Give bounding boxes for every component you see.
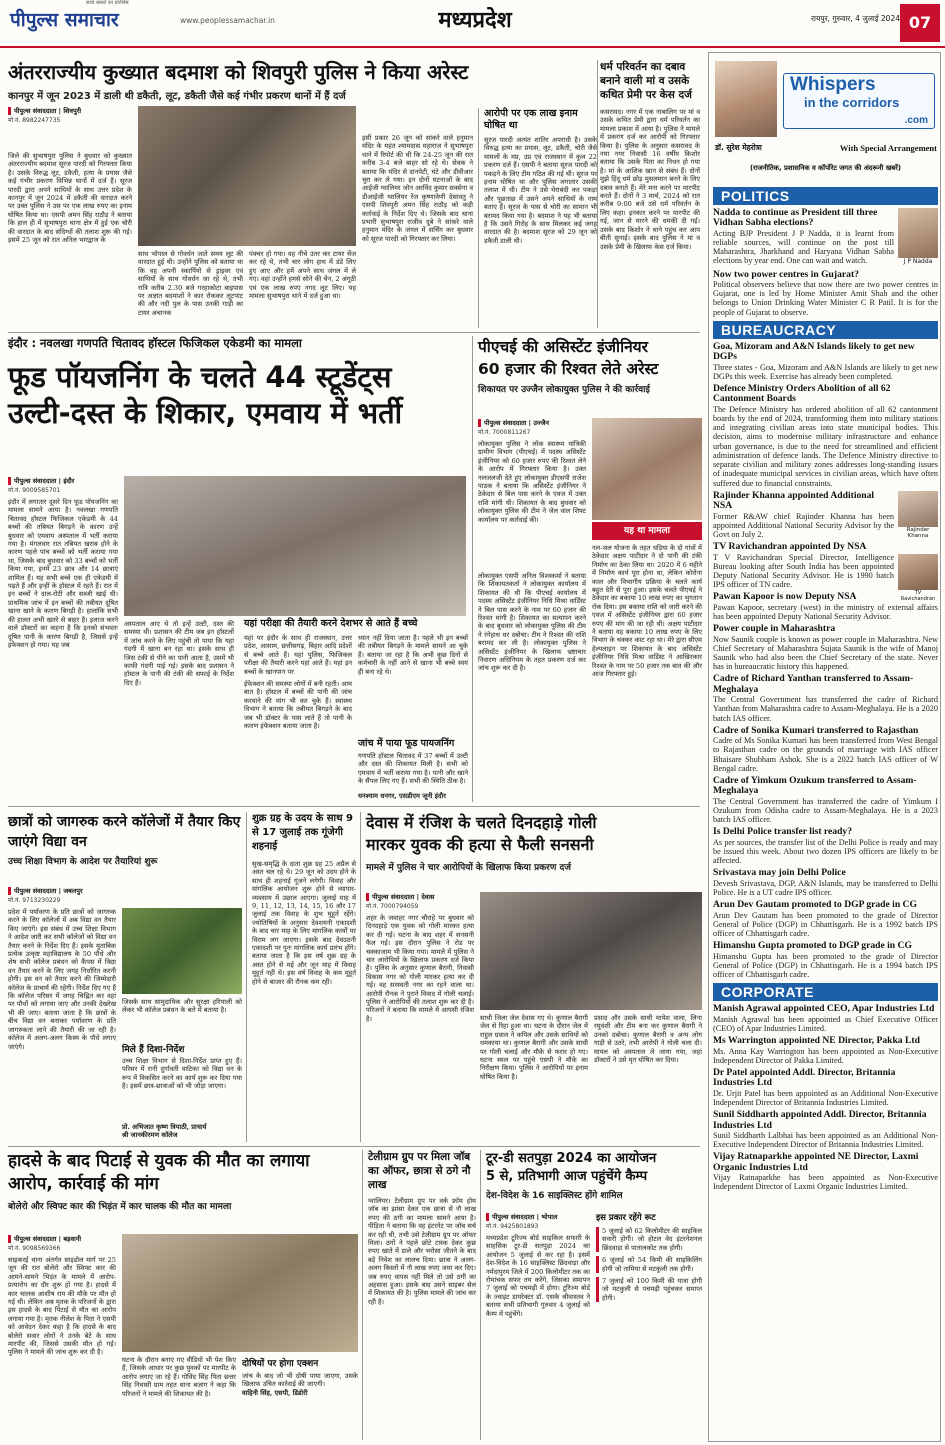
item-body: Former R&AW chief Rajinder Khanna has been appointed Additional National Security Advisor by the Govt on July 2. — [713, 511, 894, 539]
byline: पीपुल्स संवाददाता | देवास — [366, 892, 476, 901]
headline: हादसे के बाद पिटाई से युवक की मौत का लगाया आरोप, कार्रवाई की मांग — [8, 1151, 310, 1194]
article-food-poisoning — [8, 336, 468, 802]
route-box — [596, 1212, 702, 1440]
divider — [597, 60, 598, 328]
route-1 — [596, 1227, 702, 1252]
item-title: Cadre of Sonika Kumari transferred to Rajasthan — [713, 724, 919, 736]
nadda-photo — [898, 208, 938, 258]
subheadline: देश-विदेश के 16 साइक्लिस्ट होंगे शामिल — [486, 1191, 623, 1201]
exam-box — [244, 616, 468, 736]
divider — [362, 1150, 363, 1440]
city: देवास — [421, 893, 435, 901]
item-body: Himanshu Gupta has been promoted to the grade of Director General of Police (DGP) in Chhattisgarh. He is a 1994 batch IPS officer of Chhattisgarh cadre. — [713, 951, 938, 980]
box-sign: धनश्याम धनगर, एसडीएम जूनी इंदौर — [358, 792, 446, 800]
mobile: मो.नं. 9098569366 — [8, 1245, 61, 1252]
item-title: Power couple in Maharashtra — [713, 623, 836, 635]
article-tour-de-satpura — [486, 1150, 702, 1440]
article-accident — [8, 1150, 358, 1440]
item-body: Manish Agrawal has been appointed as Chief Executive Officer (CEO) of Apar Industries Limited. — [713, 1014, 938, 1033]
city: बड़वानी — [63, 1235, 82, 1243]
mobile: मो.नं. 7000811267 — [478, 429, 531, 436]
route-2-text: 6 जुलाई को 54 किमी की साइकिलिंग होगी जो तामिया से मटकुली तक होगी। — [602, 1256, 702, 1273]
mobile: मो.नं. 9425801893 — [486, 1223, 539, 1230]
body: ग्वालियर। टेलीग्राम ग्रुप पर वर्क फ्रॉम होम जॉब का झांसा देकर एक छात्रा से नौ लाख रुपए की ठगी का मामला सामने आया है। पीड़िता ने बताया कि वह इंटरनेट पर जॉब सर्च कर रही थी, तभी उसे टेलीग्राम ग्रुप पर ऑफर मिला। ठगों ने पहले छोटे टास्क देकर कुछ रुपए खाते में डाले और भरोसा जीतने के बाद बड़े निवेश का लालच दिया। छात्रा ने अलग-अलग किस्तों में नौ लाख रुपए जमा कर दिए। जब रुपए वापस नहीं मिले तो उसे ठगी का अहसास हुआ। इसके बाद उसने साइबर सेल में शिकायत की है। पुलिस मामले की जांच कर रही है। — [368, 1197, 476, 1306]
city: शिवपुरी — [63, 107, 82, 115]
item-body: Sunil Siddharth Lalbhai has been appointed as an Additional Non-Executive Independent Director of Britannia Industries Limited. — [713, 1130, 938, 1150]
box-body: गणपति हॉस्टल चितावद में 37 बच्चों में उल्टी और दस्त की शिकायत मिली है। सभी को एमवाय में भर्ती कराया गया है। पानी और खाने के सैंपल लिए गए हैं। सभी की स्थिति ठीक है। — [358, 752, 468, 786]
ravichandran-photo — [898, 554, 938, 590]
city: जबलपुर — [63, 887, 83, 895]
col-1: प्रदेश में पर्यावरण के प्रति छात्रों को जागरुक करने के लिए कॉलेजों में अब विद्या वन तैयार किए जाएंगे। इस संबंध में उच्च शिक्षा विभाग ने आदेश जारी कर सभी कॉलेजों को विद्या वन तैयार करने के निर्देश दिए हैं। इसके मुताबिक प्रत्येक उत्कृष्ट महाविद्यालय के 50 पौधे और शेष सभी कॉलेज प्रबंधन को कैंपस में विद्या वन तैयार करने के लिए जगह निर्धारित करनी होगी। इस वन को तैयार करने की जिम्मेदारी कॉलेज के प्राचार्य की रहेगी। निर्देश दिए गए हैं कि कॉलेज परिसर में जगह चिह्नित कर वहां पर पौधों को लगाया जाए और उनकी देखरेख भी की जाए। बताया जाता है कि छात्रों के बीच विद्या वन बनाकर पर्यावरण के प्रति जागरुकता लाने की तैयारी की जा रही है। कॉलेज में अलग-अलग किस्म के पौधे लगाए जाएंगे। — [8, 908, 116, 1051]
byline-bar — [478, 419, 481, 427]
city: उज्जैन — [533, 419, 550, 427]
headline: शुक्र ग्रह के उदय के साथ 9 से 17 जुलाई तक गूंजेगी शहनाई — [252, 813, 353, 852]
divider — [8, 806, 700, 807]
mobile: मो.नं. 9009585701 — [8, 487, 61, 494]
headline-line-1: पीएचई की असिस्टेंट इंजीनियर — [478, 338, 649, 356]
whispers-content — [713, 187, 938, 1439]
item-title: Manish Agrawal appointed CEO, Apar Industries Ltd — [713, 1003, 935, 1015]
col-2: साथ भोपाल से गोवर्धन जाते समय लूट की वारदात हुई थी। उन्होंने पुलिस को बताया था कि वह अपनी स्कार्पियो से ड्राइवर एवं साथियों के साथ गोवर्धन जा रहे थे, तभी रात्रि करीब 2.30 बजे गरहाकोटा बाइपास पर अज्ञात बदमाशों ने कार रोककर लूटपाट की और नदी पुल के पास उनकी गाड़ी का टायर अचानक — [138, 250, 243, 317]
item-title: Rajinder Khanna appointed Additional NSA — [713, 489, 875, 512]
side-headline: आरोपी पर एक लाख इनाम घोषित था — [484, 108, 578, 131]
item-title: Dr Patel appointed Addl. Director, Britannia Industries Ltd — [713, 1066, 896, 1089]
item-title: Cadre of Richard Yanthan transferred to Assam-Meghalaya — [713, 673, 914, 695]
byline-block — [8, 106, 133, 124]
article-dewas-murder — [366, 812, 702, 1142]
byline-bar — [8, 887, 11, 895]
item-body: The Central Government has transferred the cadre of Yimkum I Ozukum from Odisha cadre to Assam-Meghalaya. He is a 2023 batch IAS officer. — [713, 796, 938, 825]
side-reward — [484, 108, 597, 326]
khanna-caption: Rajinder Khanna — [906, 526, 930, 539]
divider — [246, 812, 247, 1142]
byline-bar — [8, 1235, 11, 1243]
whispers-logo — [783, 73, 935, 129]
article-shivpuri-arrest — [8, 60, 473, 328]
byline: पीपुल्स संवाददाता | भोपाल — [486, 1212, 596, 1221]
byline: पीपुल्स संवाददाता | इंदौर — [8, 476, 128, 485]
item-title: Is Delhi Police transfer list ready? — [713, 826, 853, 838]
divider — [360, 812, 361, 1142]
subheadline: बोलेरो और स्विफ्ट कार की भिड़ंत में कार चालक की मौत का मामला — [8, 1202, 232, 1212]
author-photo — [715, 61, 777, 137]
col-3: पंक्चर हो गया। वह नीचे उतर कर टायर चेंज कर रहे थे, तभी चार लोग हाथ में डंडे लिए हुए आए और हमें अपने साथ जंगल में ले गए। वहां उन्होंने हमसे सोने की चेन, 2 अंगूठी एवं एक लाख रुपए नगद लूट लिए। यह मामला सुभाषपुरा थाने में दर्ज हुआ था। — [249, 250, 356, 301]
logo-line-2: in the corridors — [804, 95, 900, 110]
byline: पीपुल्स संवाददाता | जबलपुर — [8, 886, 242, 895]
headline-line-2: 5 से, प्रतिभागी आज पहुंचेंगे कैम्प — [486, 1169, 648, 1184]
nadda-caption: J P Nadda — [903, 258, 933, 265]
reporter: पीपुल्स संवाददाता — [14, 477, 57, 485]
article-vidya-van — [8, 812, 242, 1142]
col-1: लोकायुक्त पुलिस ने लोक स्वास्थ्य यांत्रिकी ग्रामीण विभाग (पीएचई) में पदस्थ असिस्टेंट इंजीनियर को 60 हजार रुपए की रिश्वत लेने के आरोप में गिरफ्तार किया है। उक्त नलजलजी देते हुए लोकायुक्त डीएसपी राजेश पाठक ने बताया कि असिस्टेंट इंजीनियर ने ठेकेदार से बिल पास करने के एवज में उक्त राशि मांगी थी। शिकायत के बाद बुधवार को लोकायुक्त पुलिस की टीम ने जेल वाल शिफ्ट कार्यालय पर कार्रवाई की। — [478, 440, 586, 524]
website: www.peoplessamachar.in — [180, 16, 275, 25]
item-body: The Defence Ministry has ordered abolition of all 62 cantonment boards by the end of 2024, transforming them into military stations and integrating civilian areas into state municipal bodies. This decision, aims to modernise military infrastructure and enhance urban governance, is due to the need for streamlined and efficient administration of defence lands. The Defence Ministry directive to separate civilian and military zones addresses long-standing issues of inadequate municipal services in civilian areas, which have often suffered due to financial constraints. — [713, 404, 938, 488]
masthead — [0, 0, 945, 48]
reporter: पीपुल्स संवाददाता — [492, 1213, 535, 1221]
byline: पीपुल्स संवाददाता | बड़वानी — [8, 1234, 118, 1243]
logo-url: .com — [904, 115, 928, 126]
action-box — [242, 1356, 358, 1440]
box-headline: जांच में पाया फूड पायजनिंग — [358, 738, 455, 749]
villagers-photo — [122, 1234, 358, 1352]
item-body: Devesh Srivastava, DGP, A&N Islands, may be transferred to Delhi Police. He is a UT cadre IPS officer. — [713, 878, 938, 898]
headline: अंतरराज्यीय कुख्यात बदमाश को शिवपुरी पुलिस ने किया अरेस्ट — [8, 60, 469, 84]
byline-bar — [8, 107, 11, 115]
divider — [478, 108, 479, 328]
item-title: Ms Warrington appointed NE Director, Pakka Ltd — [713, 1035, 920, 1047]
body: कसरावद। नगर में एक नाबालिग पर मां व उसके कथित प्रेमी द्वारा धर्म परिवर्तन का मामला प्रकाश में आया है। पुलिस ने मामले में प्रकरण दर्ज कर आरोपी को गिरफ्तार किया है। पुलिस के अनुसार कसरावद के नया नगर निवासी 16 वर्षीय किशोर बताया कि उसके पिता का निधन हो गया है। मां के आशिक खान से संबंध हैं। दोनों मुझे हिंदू धर्म छोड़ मुसलमान बनने के लिए दबाव बनाते हैं। मेरे मना करने पर मारपीट करते हैं। दोनों ने 3 मार्च, 2024 को रात करीब 9:00 बजे उसे धर्म परिवर्तन के लिए कहा। इनकार करने पर मारपीट की गई, जान से मारने की धमकी दी गई। उसके बाद किशोर ने थाने पहुंच कर आप बीती सुनाई। इसके बाद पुलिस ने मां व उसके प्रेमी के खिलाफ केस दर्ज किया। — [600, 108, 700, 251]
route-3-text: 7 जुलाई को 100 किमी की यात्रा होगी जो मटकुली से पचमढ़ी पहुंचकर समाप्त होगी। — [602, 1277, 702, 1302]
col-1b: लोकायुक्त एसपी अनिल विश्वकर्मा ने बताया कि शिकायतकर्ता ने लोकायुक्त कार्यालय में शिकायत की थी कि पीएचई कार्यालय में पदस्थ असिस्टेंट इंजीनियर निधि मिश्रा वार्डिस्ट ने बिल पास करने के नाम पर 60 हजार की रिश्वत मांगी है। शिकायत का सत्यापन करने के बाद बुधवार को लोकायुक्त पुलिस की टीम ने रंगेहाथ धर दबोचा। टीम ने रिश्वत की राशि बरामद कर ली है। लोकायुक्त पुलिस ने असिस्टेंट इंजीनियर के खिलाफ भ्रष्टाचार निवारण अधिनियम के तहत प्रकरण दर्ज कर जांच शुरू कर दी है। — [478, 572, 586, 673]
reporter: पीपुल्स संवाददाता — [372, 893, 415, 901]
box-sign-2: श्री जानकीरमण कॉलेज — [122, 1131, 178, 1140]
item-body: T V Ravichandran Special Director, Intelligence Bureau looking after South India has been appointed Deputy National Security Advisor. He is 1990 batch IPS officer of TN cadre. — [713, 552, 894, 590]
probe-box — [358, 736, 468, 802]
box-left-2: ईफेक्शन की समस्या लोगों में बनी रहती। आम बात है। हॉस्टल में बच्चों की पानी की जांच करवाने की मांग भी कर चुके हैं। स्वास्थ्य विभाग ने बताया कि तबीयत बिगड़ने के बाद जब भी डॉक्टर के पास लाते हैं तो पानी के कारण इंफेक्शन बताया जाता है। — [244, 680, 352, 731]
college-garden-photo — [122, 908, 242, 994]
col-1: शहर के जवाहर नगर चौराहे पर बुधवार को दिनदहाड़े एक युवक को गोली मारकर हत्या कर दी गई। घटना के बाद शहर में सनसनी फैल गई। इस दौरान पुलिस ने रोड पर चक्काजाम भी किया गया। मामले में पुलिस ने चार आरोपियों के खिलाफ प्रकरण दर्ज किया है। पुलिस के अनुसार कुणाल बैरागी, निवासी विकास नगर को गोली मारकर हत्या कर दी गई। वह सरस्वती नगर का रहने वाला था। आरोपी रौनक ने पुराने विवाद में गोली चलाई। पुलिस ने आरोपियों की तलाश शुरू कर दी है। परिजनों ने बताया कि मामले में आपसी रंजिश है। — [366, 914, 474, 1023]
box-headline: दोषियों पर होगा एक्शन — [242, 1359, 319, 1369]
item-body: Political observers believe that now there are two power centres in Gujarat, one is led by Home Minister Amit Shah and the other belongs to Union Drinking Water Minister C R Patil. It is for the people of Gujarat to observe. — [713, 280, 938, 317]
item-title: Goa, Mizoram and A&N Islands likely to get new DGPs — [713, 340, 915, 363]
mobile: मो.नं. 9713230229 — [8, 897, 61, 904]
item-title: Arun Dev Gautam promoted to DGP grade in CG — [713, 899, 917, 911]
hospital-photo — [124, 476, 466, 616]
article-bribe — [478, 336, 702, 802]
headline-line-2: उल्टी-दस्त के शिकार, एमवाय में भर्ती — [8, 396, 403, 430]
box-body: उच्च शिक्षा विभाग से दिशा-निर्देश प्राप्त हुए हैं। परिसर में रानी दुर्गावती वाटिका को विद्या वन के रूप में विकसित करने का कार्य शुरू कर दिया गया है। इसमें छात्र-छात्राओं को भी जोड़ा जाएगा। — [122, 1057, 242, 1091]
subheadline: शिकायत पर उज्जैन लोकायुक्त पुलिस ने की कार्रवाई — [478, 385, 650, 395]
byline-block — [478, 418, 588, 436]
box-sign-1: प्रो. अभिजात कृष्ण त्रिपाठी, प्राचार्य — [122, 1123, 207, 1131]
col-3: प्रसाद और उसके साथी मायेश वाला, लिना रघुवंशी और टीम बना कर कुणाल बैरागी ने उनको दबोचा। कुणाल बैरागी व अन्य लोग गाड़ी से उतरे, तभी आरोपी ने गोली चला दी। घायल को अस्पताल ले जाया गया, जहां डॉक्टरों ने उसे मृत घोषित कर दिया। — [594, 1014, 702, 1065]
ravichandran-caption: TV Ravichandran — [900, 590, 936, 603]
whispers-header — [709, 53, 942, 189]
reporter: पीपुल्स संवाददाता — [14, 107, 57, 115]
politics-heading: POLITICS — [713, 187, 938, 205]
article-telegram-fraud — [368, 1150, 476, 1440]
route-headline: इस प्रकार रहेंगे रूट — [596, 1213, 656, 1223]
byline-block — [366, 892, 476, 910]
bureaucracy-heading: BUREAUCRACY — [713, 321, 938, 339]
article-shukra — [252, 812, 356, 1142]
divider — [8, 1146, 700, 1147]
byline: पीपुल्स संवाददाता | उज्जैन — [478, 418, 588, 427]
corporate-heading: CORPORATE — [713, 983, 938, 1001]
col-1: जिले की सुभाषपुरा पुलिस ने बुधवार को कुख्यात अंतरराज्यीय बदमाश सूरज पारदी को गिरफ्तार किया है। उसके विरुद्ध लूट, डकैती, हत्या के प्रयास जैसे कई गंभीर प्रकरण विभिन्न थानों में दर्ज हैं। सूरज पारदी द्वारा अपने साथियों के साथ उत्तर प्रदेश के कानपुर में जून 2024 में डकैती की वारदात करने पर उक्त पुलिस ने उस पर एक लाख रुपए का इनाम घोषित किया था। एसपी अमन सिंह राठौड़ ने बताया कि हाल ही में सुभाषपुरा थाना क्षेत्र में हुई एक चोरी की वारदात के बाद संदिग्धों की तलाश शुरू की गई। इसमें 25 जून को रात अनिल भारद्वाज के — [8, 152, 132, 245]
body: सुख-समृद्धि के दाता शुक्र ग्रह 25 अप्रैल से अस्त चल रहे थे। 29 जून को उदय होने के साथ ही शहनाई गूंजने लगेगी। विवाह और मांगलिक आयोजन शुरू होने से व्यापार-व्यवसाय में उछाल आएगा। जुलाई माह में 9, 11, 12, 13, 14, 15, 16 और 17 जुलाई तक विवाह के शुभ मुहूर्त रहेंगे। ज्योतिषियों के अनुसार देवशयनी एकादशी के बाद चार माह के लिए मांगलिक कार्यों पर विराम लग जाएगा। इसके बाद देवउठनी एकादशी पर पुनः मांगलिक कार्य प्रारंभ होंगे। बताया जाता है कि इस वर्ष शुक्र ग्रह के अस्त होने से मई और जून माह में विवाह मुहूर्त नहीं थे। इस वर्ष विवाह के कम मुहूर्त होने से बाजार की रौनक कम रही। — [252, 860, 356, 986]
col-1: साइकरई थाना अंतर्गत साइडोल मार्ग पर 25 जून की रात बोलेरो और स्विफ्ट कार की आमने-सामने भिड़ंत के मामले में आरोप-प्रत्यारोप का दौर शुरू हो गया है। हादसे में कार चालक आशीष राय की मौके पर मौत हो गई थी। लेकिन अब मृतक के परिजनों के द्वारा इस हादसे के बाद पिटाई से मौत का आरोप लगाया गया है। मृतक नीलेश के पिता ने एसपी को आवेदन देकर कहा है कि हादसे के बाद बोलेरो सवार लोगों ने उनके बेटे के साथ मारपीट की, जिससे उसकी मौत हो गई। पुलिस ने मामले की जांच शुरू कर दी है। — [8, 1256, 116, 1357]
reporter: पीपुल्स संवाददाता — [14, 1235, 57, 1243]
item-body: Ms. Anna Kay Warrington has been appointed as Non-Executive Independent Director of Pakka Limited. — [713, 1046, 938, 1065]
item-title: Cadre of Yimkum Ozukum transferred to Assam-Meghalaya — [713, 775, 917, 797]
box-right: ध्यान नहीं दिया जाता है। पहले भी इन बच्चों की तबीयत बिगड़ने के मामले सामने आ चुके हैं। बताया जा रहा है कि अभी कुछ दिनों से कर्मचारी के नहीं आने से खाना भी बच्चे स्वयं ही बना रहे थे। — [358, 634, 468, 676]
arrangement: With Special Arrangement — [839, 143, 937, 153]
item-title: Now two power centres in Gujarat? — [713, 268, 859, 280]
mobile: मो.नं. 7000794059 — [366, 903, 419, 910]
col-2: साथी जिला जेल देवास गए थे। कुणाल बैरागी जेल से रिहा हुआ था। घटना के दौरान जेल में राहुल ग्रवाल ने कपिल और उसके साथियों को धमकाया था। कुणाल बैरागी और उसके साथी पर गोली चलाई और मौके से फरार हो गए। घटना स्थल पर पहुंचे एसपी ने मौके का निरीक्षण किया। पुलिस ने आरोपियों पर इनाम घोषित किया है। — [480, 1014, 588, 1081]
item-title: Sunil Siddharth appointed Addl. Director, Britannia Industries Ltd — [713, 1109, 927, 1131]
city: भोपाल — [541, 1213, 558, 1221]
item-body: The Central Government has transferred the cadre of Richard Yanthan from Maharashtra cadre to Assam-Meghalaya. He is a 2020 batch IAS officer. — [713, 695, 938, 723]
item-body: Arun Dev Gautam has been promoted to the grade of Director General of Police (DGP) in Chhattisgarh. He is a 1992 batch IPS officer of Chhattisgarh cadre. — [713, 910, 938, 939]
reporter: पीपुल्स संवाददाता — [484, 419, 527, 427]
box-body: जांच के बाद जो भी दोषी पाया जाएगा, उसके खिलाफ उचित कार्रवाई की जाएगी। — [242, 1372, 358, 1389]
kicker: इंदौर : नवलखा गणपति चितावद हॉस्टल फिजिकल एकेडमी का मामला — [8, 336, 302, 350]
route-3 — [596, 1277, 702, 1302]
item-body: As per sources, the transfer list of the Delhi Police is ready and may be issued this week. About two dozen IPS officers are likely to be affected. — [713, 837, 938, 866]
box-headline: मिले हैं दिशा-निर्देश — [122, 1045, 185, 1055]
press-conference-photo — [138, 106, 356, 246]
byline-bar — [486, 1213, 489, 1221]
section-title: मध्यप्रदेश — [438, 8, 512, 33]
author-name: डॉ. सुरेश मेहरोत्रा — [715, 143, 762, 152]
body: मध्यप्रदेश टूरिज्म बोर्ड साइकिल सफारी के साहसिक टूर-डी सतपुड़ा 2024 का आयोजन 5 जुलाई से कर रहा है। इसमें देश-विदेश के 16 साइक्लिस्ट छिंदवाड़ा और नर्मदापुरम जिले में 200 किलोमीटर तक का रोमांचक सफर तय करेंगे, जिसका समापन 7 जुलाई को पचमढ़ी में होगा। टूरिज्म बोर्ड के ज्वाइंट डायरेक्टर डॉ. एसके श्रीवास्तव ने बताया सभी प्रतिभागी गुरुवार 4 जुलाई को कैम्प में पहुंचेंगे। — [486, 1234, 590, 1318]
headline-line-2: मारकर युवक की हत्या से फैली सनसनी — [366, 835, 594, 854]
page-number: 07 — [900, 4, 940, 42]
headline-line-1: फूड पॉयजनिंग के चलते 44 स्टूडेंट्स — [8, 360, 392, 394]
engineer-photo — [592, 418, 702, 520]
item-title: Pawan Kapoor is now Deputy NSA — [713, 591, 857, 603]
byline: पीपुल्स संवाददाता | शिवपुरी — [8, 106, 133, 115]
item-title: Srivastava may join Delhi Police — [713, 867, 846, 879]
box-left: यहां पर इंदौर के साथ ही राजस्थान, उत्तर प्रदेश, आसाम, छत्तीसगढ़, बिहार आदि प्रदेशों से बच्चे आते हैं। यहां पुलिस, फिजिकल परीक्षा की तैयारी करने यहां आते हैं। यहां इन बच्चों के खानपान पर — [244, 634, 352, 676]
col-4: इसी प्रकार 26 जून को सांकरे वाले हनुमान मंदिर के महंत श्यामदास महाराज ने सुभाषपुरा थाने में रिपोर्ट की थी कि 24-25 जून की रात करीब 3-4 बजे बाहर सो रहे थे। सेवक ने बताया कि मंदिर से दानपेटी, घंटे और डीवीआर चुरा कर ले गया। इन दोनों घटनाओं के बाद आईजी ग्वालियर जोन अरविंद कुमार सक्सेना व डीआईजी ग्वालियर रेंज कृष्णावेणी देसावतु ने एसपी शिवपुरी अमन सिंह राठौड़ को कड़ी कार्रवाई के निर्देश दिए थे। जिसके बाद थाना प्रभारी सुभाषपुरा राजीव दुबे ने सांकरे वाले हनुमान मंदिर के जंगल में सर्चिंग कर बुधवार को सूरज पारदी को गिरफ्तार कर लिया। — [362, 134, 473, 243]
headline-line-1: देवास में रंजिश के चलते दिनदहाड़े गोली — [366, 813, 597, 832]
logo-tagline: सच्चे खबरों का प्रतिबिंब — [86, 0, 129, 6]
byline-block — [8, 886, 242, 904]
divider — [8, 332, 700, 333]
byline-block — [486, 1212, 596, 1230]
item-title: Himanshu Gupta promoted to DGP grade in CG — [713, 940, 912, 952]
item-title: TV Ravichandran appointed Dy NSA — [713, 541, 867, 553]
item-title: Defence Ministry Orders Abolition of all 62 Cantonment Boards — [713, 383, 891, 405]
subheadline: कानपुर में जून 2023 में डाली थी डकैती, लूट, डकैती जैसे कई गंभीर प्रकरण थानों में हैं दर्ज — [8, 91, 346, 102]
crowd-photo — [480, 892, 702, 1010]
headline-line-2: 60 हजार की रिश्वत लेते अरेस्ट — [478, 360, 659, 378]
headline: छात्रों को जागरुक करने कॉलेजों में तैयार किए जाएंगे विद्या वन — [8, 814, 241, 850]
directive-box — [122, 1042, 242, 1142]
item-nadda — [713, 208, 938, 266]
col-2: अस्पताल आए थे तो इन्हें उल्टी, दस्त की समस्या थी। प्रशासन की टीम जब इन हॉस्टलों में जांच करने के लिए पहुंची तो पाया कि यहां गंदगी में खाना बन रहा था। इसके साथ ही जिस टंकी से पीने का पानी आता है, उसमें भी काफी गंदगी पाई गई। इसके बाद प्रशासन ने हॉस्टल के पानी की टंकी की सफाई के निर्देश दिए हैं। — [124, 620, 234, 687]
byline-block — [8, 476, 128, 494]
item-body: Dr. Urjit Patel has been appointed as an Additional Non-Executive Independent Director of Britannia Industries Limited. — [713, 1088, 938, 1107]
box-headline: यहां परीक्षा की तैयारी करने देशभर से आते हैं बच्चे — [244, 618, 418, 629]
item-body: Three states - Goa, Mizoram and A&N Islands are likely to get new DGPs this week. Exercise has already been completed. — [713, 362, 938, 381]
reporter: पीपुल्स संवाददाता — [14, 887, 57, 895]
headline: टेलीग्राम ग्रुप पर मिला जॉब का ऑफर, छात्रा से ठगे नौ लाख — [368, 1151, 471, 1191]
whispers-tagline: (राजनीतिक, प्रशासनिक व कॉर्पोरेट जगत की अंदरूनी खबरें) — [749, 164, 902, 172]
item-body: Vijay Ratnaparkhe has been appointed as Non-Executive Independent Director of Laxmi Organic Industries Limited. — [713, 1173, 938, 1192]
item-body: Acting BJP President J P Nadda, it is learnt from reliable sources, will continue on the post till Maharashtra, Jharkhand and Haryana Vidhan Sabha elections by year end. One can wait and watch. — [713, 228, 894, 266]
item-title: Nadda to continue as President till three Vidhan Sabha elections? — [713, 207, 878, 229]
item-body: Now Saunik couple is known as power couple in Maharashtra. New Chief Secretary of Maharashtra Sujata Saunik is the wife of Manoj Saunik who had also been the Chief Secretary of the state. Never has in bureaucratic history this happened. — [713, 634, 938, 672]
article-conversion — [600, 60, 700, 328]
issue-date: रायपुर, गुरुवार, 4 जुलाई 2024 — [810, 14, 900, 23]
divider — [480, 1150, 481, 1440]
item-body: Cadre of Ms Sonika Kumari has been transferred from West Bengal to Rajasthan cadre on the grounds of marriage with IAS officer Bhaisare Shubham Ashok. She is a 2022 batch IAS officer of W Bengal cadre. — [713, 736, 938, 773]
byline-block — [8, 1234, 118, 1252]
city: इंदौर — [63, 477, 75, 485]
side-body: सूरज पारदी अत्यंत शातिर अपराधी है। उसके विरुद्ध हत्या का प्रयास, लूट, डकैती, चोरी जैसे मामलों के मप्र, उप्र एवं राजस्थान में कुल 22 प्रकरण दर्ज हैं। एसपी ने बताया सूरज पारदी को पकड़ने के लिए टीम गठित की गई थी। सूरज पर इनाम घोषित था और पुलिस लगातार उसकी तलाश में थी। टीम ने उसे घेराबंदी कर पकड़ा और पूछताछ में उसने अपने साथियों के नाम बताए हैं। सूरज के पास से चोरी का सामान भी बरामद किया गया है। बदमाश ने यह भी बताया है कि उसने गिरोह के साथ मिलकर कई जगह वारदात की है। बदमाश सूरज को 29 जून को डकैती डाली थी। — [484, 136, 597, 245]
col-1: इंदौर में लगातार दूसरे दिन फूड पॉयजनिंग का मामला सामने आया है। नवलखा गणपति चितावद हॉस्टल फिजिकल एकेडमी के 44 बच्चों की तबियत बिगड़ने के कारण उन्हें बुधवार को एमवाय अस्पताल में भर्ती कराया गया है। मंगलवार रात तबियत खराब होने के कारण पहले पांच बच्चों को भर्ती कराया गया था, जिसके बाद बुधवार को 33 बच्चों को भर्ती किया गया, इनमें 23 छात्र और 14 छात्राएं शामिल हैं। यह सभी बच्चे एक ही एकेडमी में पढ़ते हैं और इन्हीं के हॉस्टल में रहते हैं। रात में इन बच्चों ने दाल-रोटी और सब्जी खाई थी। प्राथमिक जांच में इन बच्चों की तबीयत दूषित खाना खाने के कारण बिगड़ी है। हालांकि सभी की हालत अभी खतरे से बाहर है। इलाज करने वाले डॉक्टरों का कहना है कि इनको संभवतः दूषित पानी के कारण बिगड़ी है, जिससे इन्हें इंफेक्शन हो गया। यह जब — [8, 498, 118, 649]
route-1-text: 5 जुलाई को 62 किलोमीटर की साइकिल सवारी होगी। जो होटल वेद इंटरनेशनल छिंदवाड़ा से पातालकोट तक होगी। — [602, 1227, 702, 1252]
logo-text: पीपुल्स समाचार — [10, 9, 119, 31]
col-2: नल-जल योजना के तहत धड़िया के दो गांवों में ठेकेदार अक्षय पाटीदार ने दो पानी की टंकी निर्माण का ठेका लिया था। 2020 में 6 महीने में निर्माण कार्य पूरा होना था, लेकिन कोरोना काल और विभागीय प्रक्रिया के चलते कार्य बहुत देरी से पूरा हुआ। इसके चलते पीएचई ने ठेकेदार का बकाया 10 लाख रुपए का भुगतान रोक दिया। इस बकाया राशि को जारी करने की एवज में असिस्टेंट इंजीनियर द्वारा 60 हजार रुपए की मांग की जा रही थी। अक्षय पाटीदार ने बताया वह बकाया 10 लाख रुपए के लिए विभाग के चक्कर काट रहा था। मेरे द्वारा सीएम हेल्पलाइन पर शिकायत के बाद असिस्टेंट इंजीनियर निधि मिश्रा वार्डिस्ट ने आखिरकार रिश्वत के नाम पर 50 हजार तक बात की और आज गिरफ्तार हुई। — [592, 544, 702, 679]
item-title: Vijay Ratnaparkhe appointed NE Director, Laxmi Organic Industries Ltd — [713, 1151, 919, 1173]
subheadline: मामले में पुलिस ने चार आरोपियों के खिलाफ किया प्रकरण दर्ज — [366, 863, 571, 873]
divider — [472, 336, 473, 802]
byline-bar — [8, 477, 11, 485]
mobile: मो.नं. 8982247735 — [8, 117, 61, 124]
whispers-column — [708, 52, 941, 1442]
khanna-photo — [898, 491, 938, 527]
item-khanna — [713, 491, 938, 539]
headline-line-1: टूर-डी सतपुड़ा 2024 का आयोजन — [486, 1151, 657, 1166]
case-tag: यह था मामला — [592, 522, 702, 540]
col-2: जिसके साथ सामुदायिक और सुरक्षा हरियाली को लेकर भी कॉलेज प्रबंधन के बारे में बताया है। — [122, 998, 242, 1015]
logo — [10, 0, 180, 36]
headline: धर्म परिवर्तन का दबाव बनाने वाली मां व उसके कथित प्रेमी पर केस दर्ज — [600, 61, 692, 101]
col-2: घटना के दौरान बनाए गए वीडियो भी पेश किए हैं, जिसके आधार पर कुछ युवकों पर मारपीट के आरोप लगाए जा रहे हैं। गोविंद सिंह पिता छत्तर सिंह निवासी ग्राम तहत थाना बजाग ने कहा कि परिजनों ने मामले की शिकायत की है। — [122, 1356, 236, 1398]
route-2 — [596, 1256, 702, 1273]
subheadline: उच्च शिक्षा विभाग के आदेश पर तैयारियां शुरू — [8, 857, 158, 867]
box-sign: वाहिनी सिंह, एसपी, डिंडोरी — [242, 1388, 308, 1397]
logo-line-1: Whispers — [790, 74, 876, 95]
item-body: Pawan Kapoor, secretary (west) in the ministry of external affairs has been appointed Deputy National Security Advisor. — [713, 602, 938, 621]
byline-bar — [366, 893, 369, 901]
